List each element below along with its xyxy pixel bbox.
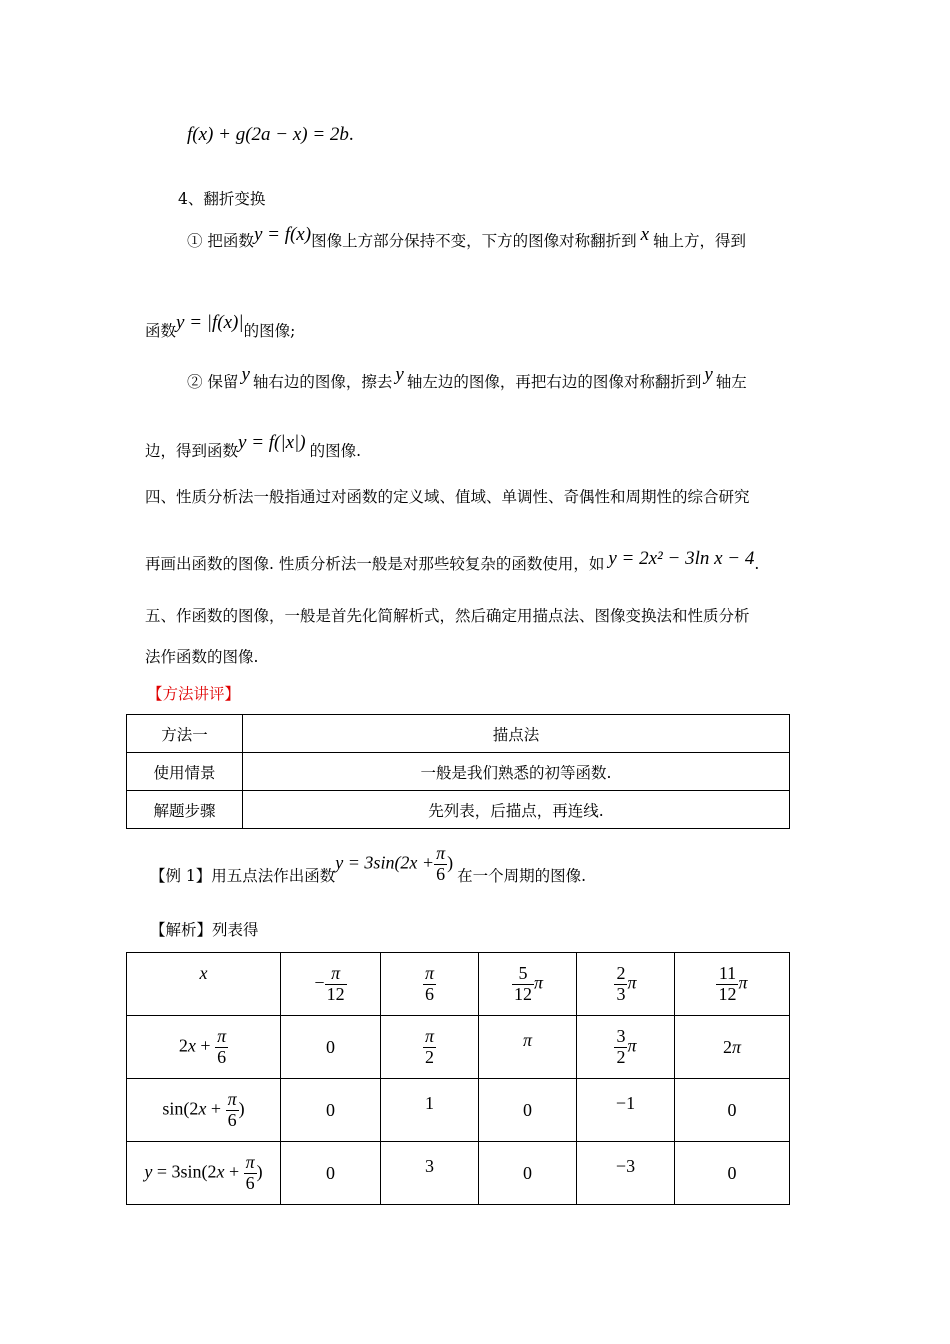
cell: − $\frac{\pi}{12}$ bbox=[281, 953, 381, 1016]
paragraph-2 bbox=[145, 312, 296, 342]
cell bbox=[381, 1079, 479, 1142]
p2-formula: y = |f(x)| bbox=[176, 312, 244, 333]
p1-text-a: ① 把函数 bbox=[187, 232, 254, 250]
scenario-value: 一般是我们熟悉的初等函数. bbox=[243, 753, 790, 791]
cell-value: 0 bbox=[326, 1162, 335, 1183]
cell bbox=[577, 1142, 675, 1205]
cell bbox=[381, 1142, 479, 1205]
table-row bbox=[127, 715, 790, 753]
example-1 bbox=[150, 844, 586, 885]
p1-x: x bbox=[640, 224, 650, 245]
table-row bbox=[127, 1142, 790, 1205]
steps-label: 解题步骤 bbox=[127, 791, 243, 829]
formula-reflection bbox=[187, 124, 354, 146]
section-4-title: 4、翻折变换 bbox=[178, 190, 266, 208]
row-label-y: y = 3sin(2x + $\frac{\pi}{6}$ ) bbox=[127, 1142, 281, 1205]
p3-text-d: 轴左 bbox=[715, 373, 747, 391]
example-formula-post: ) bbox=[447, 852, 454, 873]
method-value: 描点法 bbox=[243, 715, 790, 753]
cell-value: 0 bbox=[326, 1036, 335, 1057]
p3-text-b: 轴右边的图像，擦去 bbox=[252, 373, 393, 391]
cell bbox=[281, 1079, 381, 1142]
section-four-line2 bbox=[145, 548, 760, 575]
cell bbox=[577, 1079, 675, 1142]
p3-text-a: ② 保留 bbox=[187, 373, 239, 391]
frac-den: 6 bbox=[436, 863, 446, 884]
cell bbox=[675, 1079, 790, 1142]
example-formula-pre: y = 3sin(2x + bbox=[335, 852, 435, 873]
example-text-b: 在一个周期的图像. bbox=[457, 867, 587, 885]
p1-text-c: 轴上方，得到 bbox=[653, 232, 747, 250]
section-four-formula: y = 2x² − 3ln x − 4 bbox=[608, 548, 755, 569]
section-five-line1: 五、作函数的图像，一般是首先化简解析式，然后确定用描点法、图像变换法和性质分析 bbox=[145, 607, 750, 625]
p4-text-a: 边，得到函数 bbox=[145, 442, 239, 460]
p3-y1: y bbox=[241, 364, 250, 385]
period: . bbox=[754, 555, 760, 573]
example-formula bbox=[335, 844, 453, 885]
table-row bbox=[127, 1079, 790, 1142]
row-label-arg: 2x + $\frac{\pi}{6}$ bbox=[127, 1016, 281, 1079]
cell bbox=[479, 1079, 577, 1142]
p3-y2: y bbox=[395, 364, 404, 385]
p4-formula: y = f(|x|) bbox=[238, 432, 306, 453]
cell: $\frac{5}{12}$ π bbox=[479, 953, 577, 1016]
cell bbox=[479, 1142, 577, 1205]
cell: $\frac{\pi}{6}$ bbox=[381, 953, 479, 1016]
cell-value: π bbox=[522, 1030, 533, 1050]
table-row bbox=[127, 1016, 790, 1079]
scenario-label: 使用情景 bbox=[127, 753, 243, 791]
period: . bbox=[348, 124, 354, 145]
formula-text: f(x) + g(2a − x) = 2b bbox=[187, 124, 349, 145]
cell: $\frac{2}{3}$ π bbox=[577, 953, 675, 1016]
row-label-x bbox=[127, 953, 281, 1016]
cell-value: 3 bbox=[425, 1156, 434, 1176]
analysis-heading: 【解析】列表得 bbox=[150, 921, 259, 939]
p3-text-c: 轴左边的图像，再把右边的图像对称翻折到 bbox=[406, 373, 702, 391]
p1-formula: y = f(x) bbox=[253, 224, 312, 245]
p2-text-a: 函数 bbox=[145, 322, 177, 340]
section-four-text: 再画出函数的图像. 性质分析法一般是对那些较复杂的函数使用，如 bbox=[145, 555, 605, 573]
table-row bbox=[127, 753, 790, 791]
frac-num: π bbox=[436, 843, 446, 863]
method-table bbox=[126, 714, 790, 829]
cell bbox=[675, 1142, 790, 1205]
cell: $\frac{11}{12}$ π bbox=[675, 953, 790, 1016]
paragraph-1 bbox=[187, 224, 747, 252]
cell: 2π bbox=[675, 1016, 790, 1079]
p2-text-b: 的图像; bbox=[243, 322, 296, 340]
method-heading: 【方法讲评】 bbox=[147, 685, 241, 703]
value-table bbox=[126, 952, 790, 1205]
paragraph-3 bbox=[187, 364, 747, 393]
cell-value: −1 bbox=[615, 1093, 636, 1113]
section-five-line2: 法作函数的图像. bbox=[145, 648, 259, 666]
paragraph-4 bbox=[145, 432, 362, 462]
cell-value: 0 bbox=[727, 1162, 737, 1183]
cell bbox=[281, 1016, 381, 1079]
cell-value: −3 bbox=[615, 1156, 636, 1176]
table-row bbox=[127, 791, 790, 829]
table-row bbox=[127, 953, 790, 1016]
section-four-line1: 四、性质分析法一般指通过对函数的定义域、值域、单调性、奇偶性和周期性的综合研究 bbox=[145, 488, 750, 506]
cell-value: 0 bbox=[727, 1099, 737, 1120]
pi-over-6 bbox=[434, 844, 447, 885]
cell-value: 1 bbox=[425, 1093, 434, 1113]
cell: $\frac{3}{2}$ π bbox=[577, 1016, 675, 1079]
p3-y3: y bbox=[704, 364, 713, 385]
label-x: x bbox=[199, 963, 208, 983]
cell-value: 0 bbox=[523, 1099, 532, 1120]
cell-value: 0 bbox=[523, 1162, 532, 1183]
steps-value: 先列表，后描点，再连线. bbox=[243, 791, 790, 829]
cell: $\frac{\pi}{2}$ bbox=[381, 1016, 479, 1079]
example-text-a: 【例 1】用五点法作出函数 bbox=[150, 867, 336, 885]
cell-value: 0 bbox=[326, 1099, 335, 1120]
p1-text-b: 图像上方部分保持不变，下方的图像对称翻折到 bbox=[311, 232, 637, 250]
row-label-sin: sin(2x + $\frac{\pi}{6}$ ) bbox=[127, 1079, 281, 1142]
method-label: 方法一 bbox=[127, 715, 243, 753]
p4-text-b: 的图像. bbox=[309, 442, 362, 460]
cell bbox=[281, 1142, 381, 1205]
cell bbox=[479, 1016, 577, 1079]
